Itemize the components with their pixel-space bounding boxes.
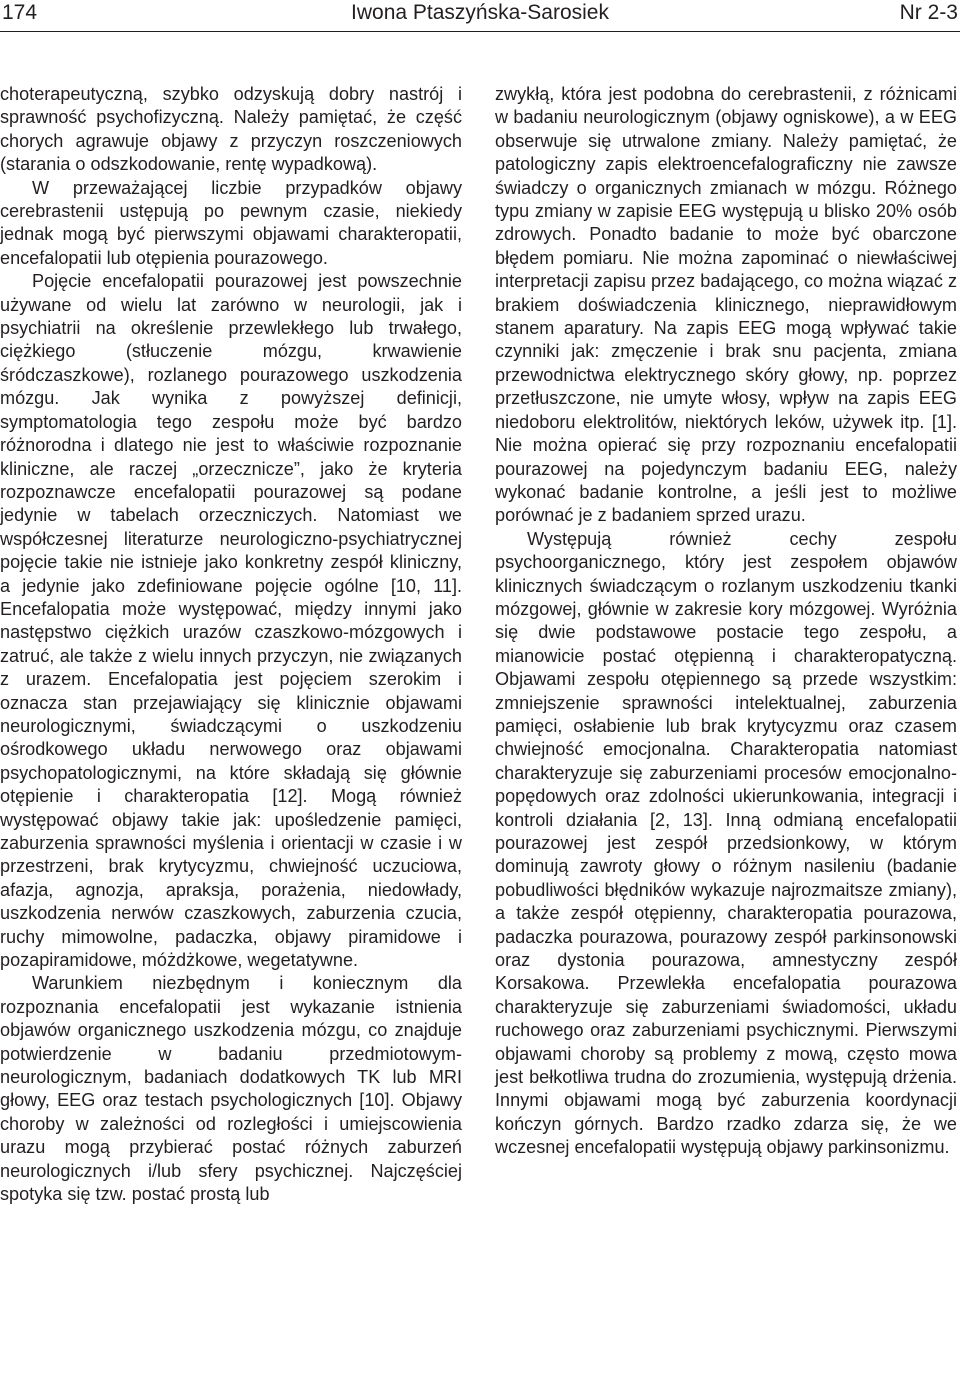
right-column xyxy=(495,83,957,1160)
running-header xyxy=(0,0,960,28)
paragraph: Warunkiem niezbędnym i koniecznym dla rozpoznania encefalopatii jest wykazanie istnienia objawów organicznego uszkodzenia mózgu, co znajduje potwierdzenie w badaniu przedmiotowym-neurologicznym, badaniach dodatkowych TK lub MRI głowy, EEG oraz testach psychologicznych [10]. Objawy choroby w zależności od rozległości i umiejscowienia urazu mogą przybierać postać różnych zaburzeń neurologicznych i/lub sfery psychicznej. Najczęściej spotyka się tzw. postać prostą lub xyxy=(0,973,462,1205)
header-rule xyxy=(0,31,960,32)
paragraph: choterapeutyczną, szybko odzyskują dobry nastrój i sprawność psychofizyczną. Należy pamiętać, że część chorych agrawuje objawy z przyczyn roszczeniowych (starania o odszkodowanie, rentę wypadkową). xyxy=(0,84,462,175)
paragraph: zwykłą, która jest podobna do cerebrastenii, z różnicami w badaniu neurologicznym (objawy ogniskowe), a w EEG obserwuje się utrwalone zmiany. Należy pamiętać, że patologiczny zapis elektroencefalograficzny nie zawsze świadczy o organicznych zmianach w mózgu. Różnego typu zmiany w zapisie EEG występują u blisko 20% osób zdrowych. Ponadto badanie to może być obarczone błędem pomiaru. Nie można zapominać o niewłaściwej interpretacji zapisu przez badającego, co można wiązać z brakiem doświadczenia klinicznego, nieprawidłowym stanem aparatury. Na zapis EEG mogą wpływać takie czynniki jak: zmęczenie i brak snu pacjenta, zmiana przewodnictwa elektrycznego skóry głowy, np. poprzez przetłuszczone, nie umyte włosy, wpływ na zapis EEG niedoboru elektrolitów, niektórych leków, używek itp. [1]. Nie można opierać się przy rozpoznaniu encefalopatii pourazowej na pojedynczym badaniu EEG, należy wykonać badanie kontrolne, a jeśli jest to możliwe porównać je z badaniem sprzed urazu. xyxy=(495,84,957,526)
issue-number: Nr 2-3 xyxy=(899,1,958,24)
paragraph: Występują również cechy zespołu psychoorganicznego, który jest zespołem objawów klinicznych świadczącym o rozlanym uszkodzeniu tkanki mózgowej, głównie w zakresie kory mózgowej. Wyróżnia się dwie podstawowe postacie tego zespołu, a mianowicie postać otępienną i charakteropatyczną. Objawami zespołu otępiennego są przede wszystkim: zmniejszenie sprawności intelektualnej, zaburzenia pamięci, osłabienie lub brak krytycyzmu oraz czasem chwiejność emocjonalna. Charakteropatia natomiast charakteryzuje się zaburzeniami procesów emocjonalno-popędowych oraz zdolności ukierunkowania, integracji i kontroli działania [2, 13]. Inną odmianą encefalopatii pourazowej jest zespół przedsionkowy, w którym dominują zawroty głowy o różnym nasileniu (badanie pobudliwości błędników wykazuje najrozmaitsze zmiany), a także zespół otępienny, charakteropatia pourazowa, padaczka pourazowa, pourazowy zespół parkinsonowski oraz dystonia pourazowa, amnestyczny zespół Korsakowa. Przewlekła encefalopatia pourazowa charakteryzuje się zaburzeniami świadomości, układu ruchowego oraz zaburzeniami psychicznymi. Pierwszymi objawami choroby są problemy z mową, często mowa jest bełkotliwa trudna do zrozumienia, występują drżenia. Innymi objawami mogą być zaburzenia koordynacji kończyn górnych. Bardzo rzadko zdarza się, że we wczesnej encefalopatii występują objawy parkinsonizmu. xyxy=(495,528,957,1158)
page-number: 174 xyxy=(2,1,38,24)
paragraph: W przeważającej liczbie przypadków objawy cerebrastenii ustępują po pewnym czasie, niekiedy jednak mogą być pierwszymi objawami charakteropatii, encefalopatii lub otępienia pourazowego. xyxy=(0,177,462,268)
paragraph: Pojęcie encefalopatii pourazowej jest powszechnie używane od wielu lat zarówno w neurologii, jak i psychiatrii na określenie przewlekłego lub trwałego, ciężkiego (stłuczenie mózgu, krwawienie śródczaszkowe), rozlanego pourazowego uszkodzenia mózgu. Jak wynika z powyższej definicji, symptomatologia tego zespołu może być bardzo różnorodna i dlatego nie jest to właściwie rozpoznanie kliniczne, ale raczej „orzecznicze”, jako że kryteria rozpoznawcze encefalopatii pourazowej są podane jedynie w tabelach orzeczniczych. Natomiast we współczesnej literaturze neurologiczno-psychiatrycznej pojęcie takie nie istnieje jako konkretny zespół kliniczny, a jedynie jako zdefiniowane pojęcie ogólne [10, 11]. Encefalopatia może występować, między innymi jako następstwo ciężkich urazów czaszkowo-mózgowych i zatruć, ale także z wielu innych przyczyn, nie związanych z urazem. Encefalopatia jest pojęciem szerokim i oznacza stan przejawiający się klinicznie objawami neurologicznymi, świadczącymi o uszkodzeniu ośrodkowego układu nerwowego oraz objawami psychopatologicznymi, na które składają się głównie otępienie i charakteropatia [12]. Mogą również występować objawy takie jak: upośledzenie pamięci, zaburzenia sprawności myślenia i orientacji w czasie i w przestrzeni, brak krytycyzmu, chwiejność uczuciowa, afazja, agnozja, apraksja, porażenia, niedowłady, uszkodzenia nerwów czaszkowych, zaburzenia czucia, ruchy mimowolne, padaczka, objawy piramidowe i pozapiramidowe, móżdżkowe, wegetatywne. xyxy=(0,271,462,971)
running-header-author: Iwona Ptaszyńska-Sarosiek xyxy=(351,1,609,24)
left-column xyxy=(0,83,462,1207)
